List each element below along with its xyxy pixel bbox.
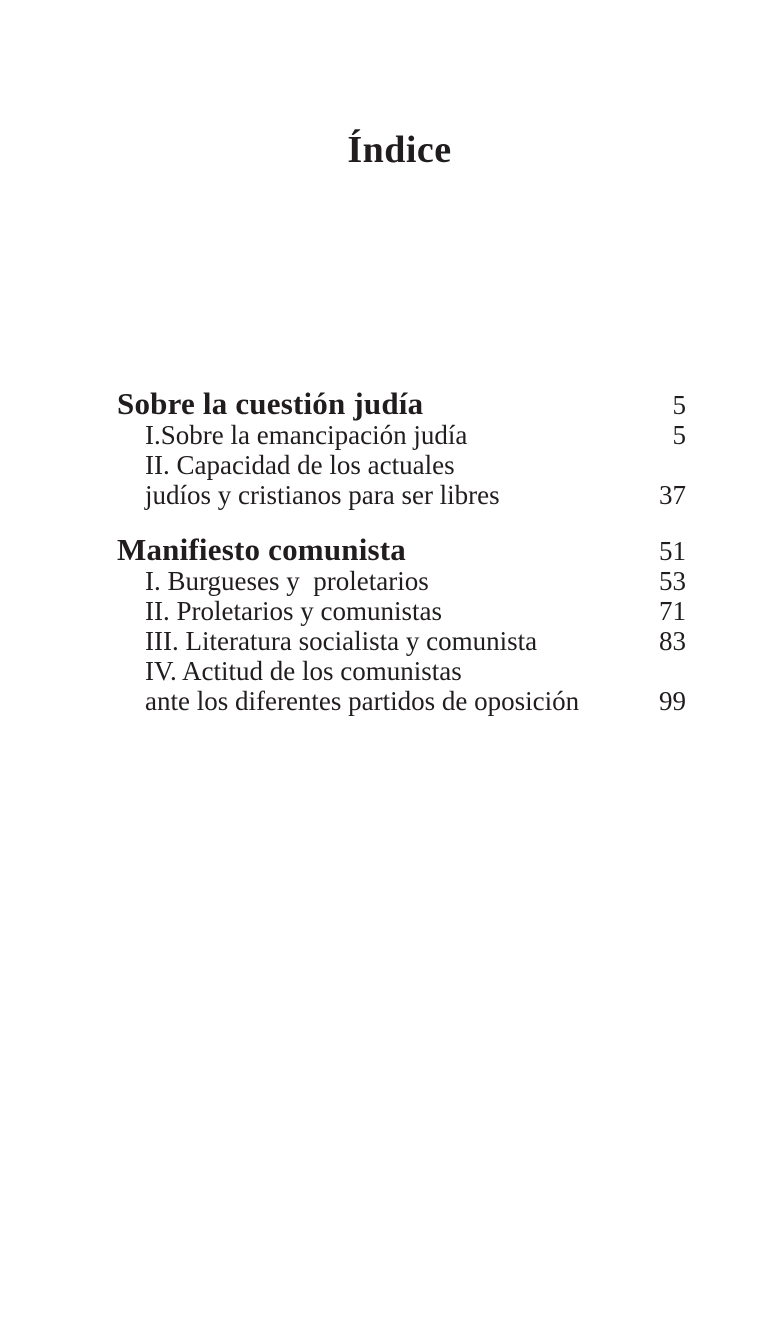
toc-heading-page-number: 5 [672, 390, 686, 420]
toc-entry-page-number: 5 [672, 420, 686, 450]
toc-entry-label: judíos y cristianos para ser libres [145, 480, 500, 510]
toc-heading-row [117, 386, 686, 421]
toc-section-sobre-la-cuestion-judia [117, 386, 686, 510]
toc-heading-label: Sobre la cuestión judía [117, 386, 424, 421]
toc-entry-page-number: 99 [659, 686, 686, 716]
toc-entry-label: I. Burgueses y proletarios [145, 566, 429, 596]
toc-section-manifiesto-comunista [117, 532, 686, 716]
toc-entry [117, 450, 686, 480]
toc-entry [117, 656, 686, 686]
toc-entry [117, 566, 686, 596]
toc-entry-label: II. Proletarios y comunistas [145, 596, 442, 626]
toc-entry-label: IV. Actitud de los comunistas [145, 656, 462, 686]
toc-entry-label: I.Sobre la emancipación judía [145, 420, 468, 450]
toc-entry-page-number: 37 [659, 480, 686, 510]
toc-entry [117, 686, 686, 716]
toc-entry [117, 480, 686, 510]
toc-heading-page-number: 51 [659, 536, 686, 566]
toc-entry-label: III. Literatura socialista y comunista [145, 626, 538, 656]
table-of-contents [117, 386, 686, 716]
toc-entry-label: II. Capacidad de los actuales [145, 450, 455, 480]
toc-entry-page-number: 53 [659, 566, 686, 596]
toc-entry-page-number: 71 [659, 596, 686, 626]
page-title: Índice [347, 129, 452, 171]
toc-entry-page-number: 83 [659, 626, 686, 656]
toc-entry [117, 626, 686, 656]
toc-heading-label: Manifiesto comunista [117, 532, 407, 567]
toc-entry-label: ante los diferentes partidos de oposición [145, 686, 580, 716]
toc-entry [117, 420, 686, 450]
toc-entry [117, 596, 686, 626]
book-page [0, 131, 771, 1331]
toc-heading-row [117, 532, 686, 567]
